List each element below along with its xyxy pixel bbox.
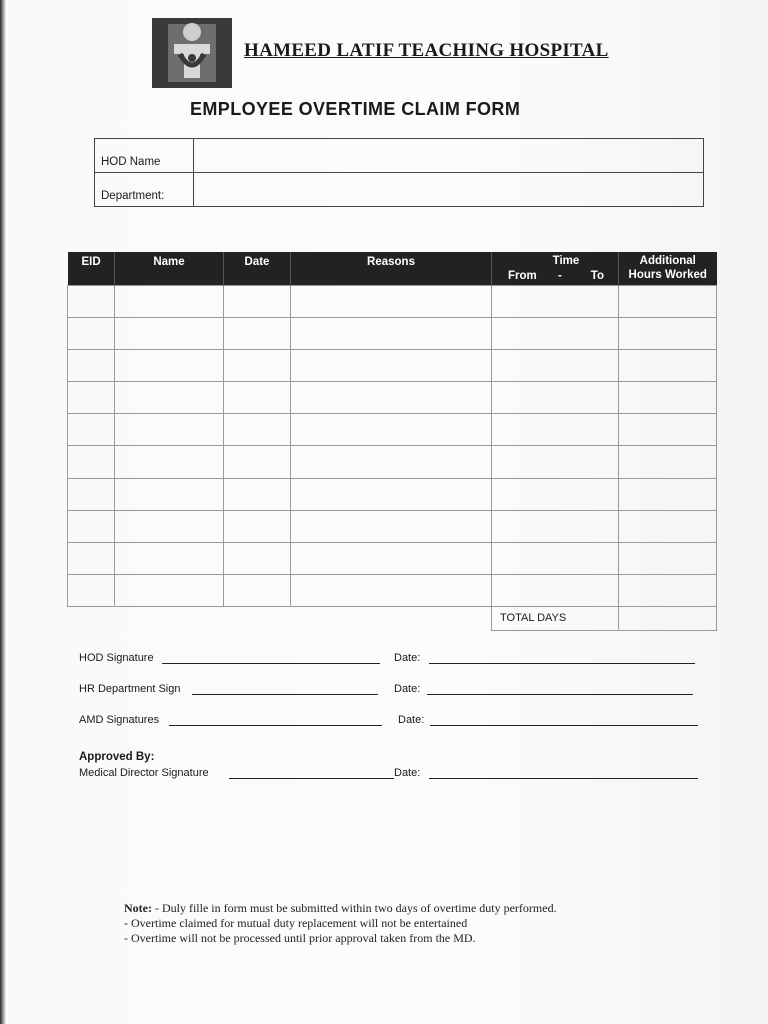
col-additional-hours bbox=[619, 252, 717, 286]
hr-signature-line[interactable] bbox=[192, 694, 378, 695]
table-cell[interactable] bbox=[224, 510, 291, 542]
table-cell[interactable] bbox=[224, 382, 291, 414]
table-row bbox=[68, 510, 717, 542]
col-name bbox=[115, 252, 224, 286]
table-row bbox=[68, 478, 717, 510]
approved-by-heading: Approved By: bbox=[79, 751, 155, 763]
table-cell[interactable] bbox=[224, 414, 291, 446]
total-days-label: TOTAL DAYS bbox=[492, 606, 619, 630]
table-cell[interactable] bbox=[492, 286, 619, 318]
amd-signature-label: AMD Signatures bbox=[79, 714, 160, 726]
md-date-label: Date: bbox=[394, 767, 421, 779]
col-reasons bbox=[291, 252, 492, 286]
table-cell[interactable] bbox=[291, 510, 492, 542]
table-cell[interactable] bbox=[291, 350, 492, 382]
table-cell[interactable] bbox=[224, 542, 291, 574]
col-time-label: Time bbox=[552, 255, 580, 267]
table-cell[interactable] bbox=[115, 382, 224, 414]
table-cell[interactable] bbox=[619, 286, 717, 318]
table-cell[interactable] bbox=[492, 414, 619, 446]
md-signature-line[interactable] bbox=[229, 778, 394, 779]
table-cell[interactable] bbox=[492, 446, 619, 478]
table-cell[interactable] bbox=[492, 478, 619, 510]
table-cell[interactable] bbox=[115, 510, 224, 542]
table-row bbox=[68, 350, 717, 382]
amd-date-line[interactable] bbox=[430, 725, 698, 726]
col-reasons-label: Reasons bbox=[367, 256, 415, 268]
table-cell[interactable] bbox=[224, 286, 291, 318]
hod-name-field[interactable] bbox=[194, 139, 704, 173]
table-row bbox=[68, 542, 717, 574]
table-cell[interactable] bbox=[224, 350, 291, 382]
table-cell[interactable] bbox=[115, 542, 224, 574]
hr-signature-row bbox=[79, 681, 699, 697]
table-cell[interactable] bbox=[492, 574, 619, 606]
table-cell[interactable] bbox=[68, 350, 115, 382]
amd-date-label: Date: bbox=[398, 714, 425, 726]
table-cell[interactable] bbox=[492, 350, 619, 382]
hr-date-label: Date: bbox=[394, 683, 421, 695]
hod-signature-row bbox=[79, 650, 699, 666]
total-days-value[interactable] bbox=[619, 606, 717, 630]
table-row bbox=[68, 446, 717, 478]
col-name-label: Name bbox=[153, 256, 185, 268]
table-cell[interactable] bbox=[619, 382, 717, 414]
table-cell[interactable] bbox=[619, 318, 717, 350]
table-cell[interactable] bbox=[291, 542, 492, 574]
md-date-line[interactable] bbox=[429, 778, 698, 779]
table-cell[interactable] bbox=[492, 542, 619, 574]
amd-signature-line[interactable] bbox=[169, 725, 382, 726]
table-cell[interactable] bbox=[68, 478, 115, 510]
table-cell[interactable] bbox=[619, 446, 717, 478]
department-label: Department: bbox=[95, 173, 194, 207]
col-time bbox=[492, 252, 619, 286]
table-row bbox=[68, 318, 717, 350]
hod-info-table bbox=[94, 138, 704, 207]
note-line-3: - Overtime will not be processed until prior approval taken from the MD. bbox=[124, 931, 476, 945]
table-cell[interactable] bbox=[224, 318, 291, 350]
table-cell[interactable] bbox=[115, 446, 224, 478]
total-days-row bbox=[68, 606, 717, 630]
col-additional-label-2: Hours Worked bbox=[628, 269, 707, 281]
hr-date-line[interactable] bbox=[427, 694, 693, 695]
table-cell[interactable] bbox=[291, 414, 492, 446]
table-cell[interactable] bbox=[291, 382, 492, 414]
table-cell[interactable] bbox=[115, 350, 224, 382]
col-additional-label-1: Additional bbox=[639, 255, 696, 267]
department-field[interactable] bbox=[194, 173, 704, 207]
table-header-row bbox=[68, 252, 717, 286]
col-from-label: From bbox=[508, 270, 537, 282]
col-eid bbox=[68, 252, 115, 286]
overtime-table bbox=[67, 252, 717, 631]
col-date-label: Date bbox=[244, 256, 270, 268]
hospital-logo bbox=[152, 18, 232, 88]
table-cell[interactable] bbox=[492, 318, 619, 350]
hod-signature-line[interactable] bbox=[162, 663, 380, 664]
hod-date-line[interactable] bbox=[429, 663, 695, 664]
col-to-label: To bbox=[590, 270, 604, 282]
table-row bbox=[68, 414, 717, 446]
amd-signature-row bbox=[79, 712, 699, 728]
table-cell[interactable] bbox=[619, 478, 717, 510]
md-signature-label: Medical Director Signature bbox=[79, 767, 209, 779]
table-cell[interactable] bbox=[115, 478, 224, 510]
note-text-1: - Duly fille in form must be submitted within two days of overtime duty performed. bbox=[154, 901, 557, 915]
table-cell[interactable] bbox=[68, 446, 115, 478]
table-cell[interactable] bbox=[115, 574, 224, 606]
table-cell[interactable] bbox=[619, 510, 717, 542]
table-cell[interactable] bbox=[619, 350, 717, 382]
table-cell[interactable] bbox=[224, 574, 291, 606]
table-cell[interactable] bbox=[115, 286, 224, 318]
table-row bbox=[68, 286, 717, 318]
form-title: EMPLOYEE OVERTIME CLAIM FORM bbox=[190, 99, 521, 119]
col-date bbox=[224, 252, 291, 286]
note-prefix: Note: bbox=[124, 901, 152, 915]
table-cell[interactable] bbox=[68, 382, 115, 414]
table-cell[interactable] bbox=[68, 286, 115, 318]
note-block bbox=[124, 901, 557, 946]
table-cell[interactable] bbox=[68, 574, 115, 606]
table-cell[interactable] bbox=[68, 318, 115, 350]
table-cell[interactable] bbox=[619, 542, 717, 574]
total-row-spacer bbox=[68, 606, 492, 630]
hr-signature-label: HR Department Sign bbox=[79, 683, 181, 695]
overtime-table-body bbox=[68, 286, 717, 631]
table-row bbox=[68, 382, 717, 414]
hospital-name: HAMEED LATIF TEACHING HOSPITAL bbox=[244, 40, 609, 61]
hod-name-label: HOD Name bbox=[95, 139, 194, 173]
table-cell[interactable] bbox=[115, 414, 224, 446]
table-cell[interactable] bbox=[291, 446, 492, 478]
table-cell[interactable] bbox=[291, 318, 492, 350]
table-cell[interactable] bbox=[224, 446, 291, 478]
table-cell[interactable] bbox=[492, 382, 619, 414]
hod-signature-label: HOD Signature bbox=[79, 652, 154, 664]
table-cell[interactable] bbox=[291, 574, 492, 606]
table-cell[interactable] bbox=[68, 510, 115, 542]
col-dash: - bbox=[558, 270, 562, 282]
note-line-1 bbox=[124, 901, 557, 916]
table-cell[interactable] bbox=[492, 510, 619, 542]
table-cell[interactable] bbox=[291, 286, 492, 318]
md-signature-row bbox=[79, 765, 699, 781]
note-line-2: - Overtime claimed for mutual duty replacement will not be entertained bbox=[124, 916, 468, 930]
hod-date-label: Date: bbox=[394, 652, 421, 664]
table-cell[interactable] bbox=[619, 574, 717, 606]
table-cell[interactable] bbox=[68, 542, 115, 574]
table-cell[interactable] bbox=[68, 414, 115, 446]
table-cell[interactable] bbox=[291, 478, 492, 510]
col-eid-label: EID bbox=[81, 256, 101, 268]
table-row bbox=[68, 574, 717, 606]
table-cell[interactable] bbox=[115, 318, 224, 350]
table-cell[interactable] bbox=[224, 478, 291, 510]
table-cell[interactable] bbox=[619, 414, 717, 446]
